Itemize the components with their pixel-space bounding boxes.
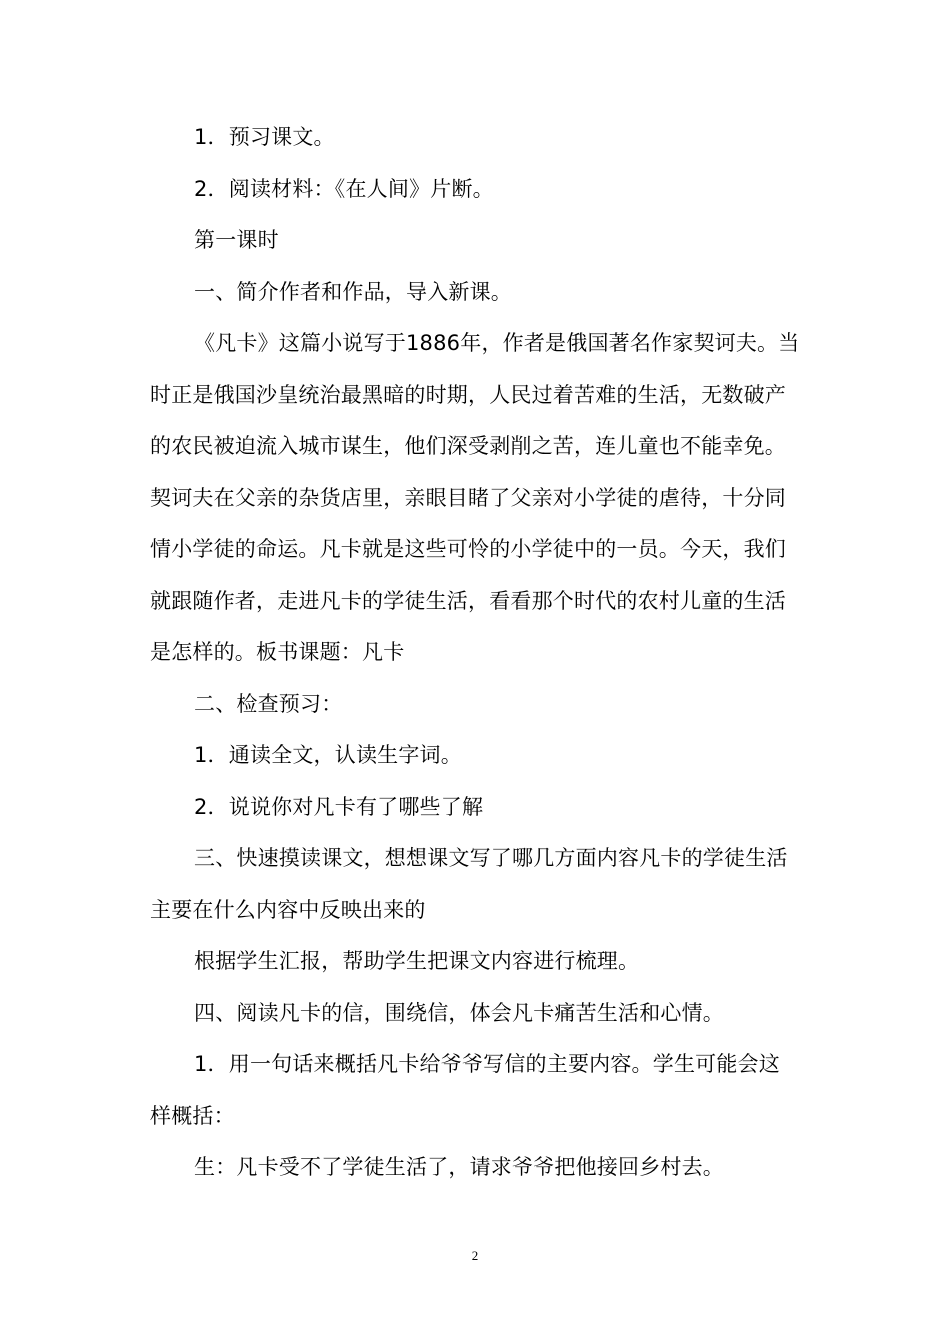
paragraph-section-two: 二、检查预习： [194, 691, 343, 716]
paragraph-student-report: 根据学生汇报，帮助学生把课文内容进行梳理。 [194, 949, 640, 973]
paragraph-section-one: 一、简介作者和作品，导入新课。 [194, 279, 512, 304]
document-body [150, 112, 800, 1194]
paragraph-author-introduction: 《凡卡》这篇小说写于1886年，作者是俄国著名作家契诃夫。当时正是俄国沙皇统治最黑暗的时期，人民过着苦难的生活，无数破产的农民被迫流入城市谋生，他们深受剥削之苦，连儿童也不能幸免。契诃夫在父亲的杂货店里，亲眼目睹了父亲对小学徒的虐待，十分同情小学徒的命运。凡卡就是这些可怜的小学徒中的一员。今天，我们就跟随作者，走进凡卡的学徒生活，看看那个时代的农村儿童的生活是怎样的。板书课题：凡卡 [150, 331, 800, 664]
paragraph-section-three: 三、快速摸读课文，想想课文写了哪几方面内容凡卡的学徒生活主要在什么内容中反映出来的 [150, 846, 788, 922]
page-number: 2 [471, 1248, 479, 1263]
paragraph-section-four: 四、阅读凡卡的信，围绕信，体会凡卡痛苦生活和心情。 [194, 1000, 724, 1025]
paragraph-reading-material: 2．阅读材料：《在人间》片断。 [194, 176, 494, 201]
paragraph-first-lesson: 第一课时 [194, 228, 279, 252]
paragraph-summary-question: 1．用一句话来概括凡卡给爷爷写信的主要内容。学生可能会这样概括： [150, 1052, 780, 1128]
paragraph-read-full-text: 1．通读全文，认读生字词。 [194, 743, 462, 767]
paragraph-discuss-vanka: 2．说说你对凡卡有了哪些了解 [194, 794, 484, 819]
paragraph-student-answer: 生：凡卡受不了学徒生活了，请求爷爷把他接回乡村去。 [194, 1155, 724, 1179]
paragraph-preview-text: 1．预习课文。 [194, 125, 335, 149]
